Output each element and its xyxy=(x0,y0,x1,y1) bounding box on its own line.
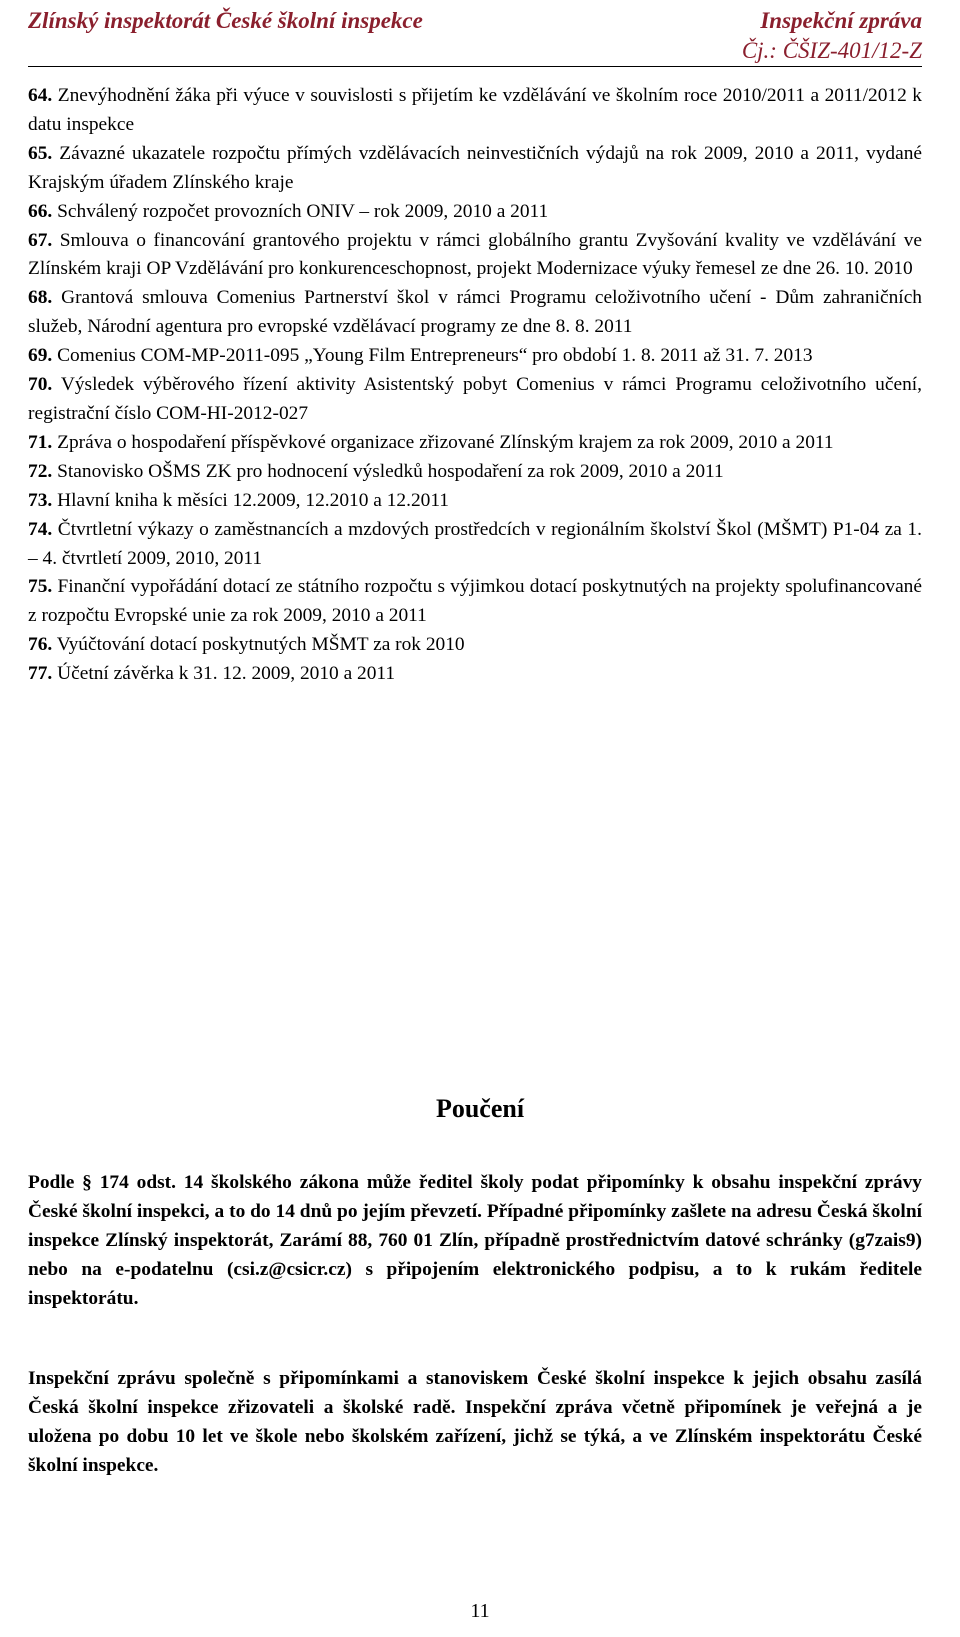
list-item-text: Účetní závěrka k 31. 12. 2009, 2010 a 2011 xyxy=(57,663,396,685)
document-list xyxy=(28,82,922,689)
list-item xyxy=(28,429,922,458)
header-report-title: Inspekční zpráva xyxy=(760,8,922,33)
list-item xyxy=(28,82,922,140)
list-item-text: Výsledek výběrového řízení aktivity Asistentský pobyt Comenius v rámci Programu celoživotního učení, registrační číslo COM-HI-2012-027 xyxy=(28,374,923,424)
list-item-number: 67. xyxy=(28,229,53,251)
list-item xyxy=(28,458,922,487)
header-reference-number: Čj.: ČŠIZ-401/12-Z xyxy=(741,38,922,63)
list-item-number: 68. xyxy=(28,287,53,309)
list-item-text: Vyúčtování dotací poskytnutých MŠMT za rok 2010 xyxy=(56,634,465,656)
list-item-text: Hlavní kniha k měsíci 12.2009, 12.2010 a 12.2011 xyxy=(57,489,450,511)
list-item-number: 77. xyxy=(28,663,53,685)
header-institution: Zlínský inspektorát České školní inspekce xyxy=(28,8,423,33)
list-item-text: Závazné ukazatele rozpočtu přímých vzdělávacích neinvestičních výdajů na rok 2009, 2010 a 2011, vydané Krajským úřadem Zlínského kraje xyxy=(28,142,922,193)
notice-paragraph-2: Inspekční zprávu společně s připomínkami a stanoviskem České školní inspekce k jejich obsahu zasílá Česká školní inspekce zřizovateli a školské radě. Inspekční zpráva včetně připomínek je veřejná a je uložena po dobu 10 let ve škole nebo školském zařízení, jichž se týká, a ve Zlínském inspektorátu České školní inspekce. xyxy=(28,1368,922,1477)
list-item xyxy=(28,371,922,429)
list-item-number: 75. xyxy=(28,576,53,598)
list-item-number: 64. xyxy=(28,85,53,106)
list-item-number: 74. xyxy=(28,518,53,540)
list-item xyxy=(28,140,922,198)
list-item-text: Smlouva o financování grantového projektu v rámci globálního grantu Zvyšování kvality ve vzdělávání ve Zlínském kraji OP Vzdělávání pro konkurenceschopnost, projekt Modernizace výuky řemesel ze dne 26. 10. 2010 xyxy=(28,229,922,280)
list-item xyxy=(28,284,922,342)
list-item-number: 71. xyxy=(28,431,53,453)
list-item-text: Finanční vypořádání dotací ze státního rozpočtu s výjimkou dotací poskytnutých na projekty spolufinancované z rozpočtu Evropské unie za rok 2009, 2010 a 2011 xyxy=(28,576,922,627)
list-item-number: 72. xyxy=(28,460,53,482)
list-item-number: 66. xyxy=(28,200,53,222)
list-item xyxy=(28,198,922,227)
list-item-number: 73. xyxy=(28,489,53,511)
notice-paragraph-1: Podle § 174 odst. 14 školského zákona může ředitel školy podat připomínky k obsahu inspekční zprávy České školní inspekci, a to do 14 dnů po jejím převzetí. Případné připomínky zašlete na adresu Česká školní inspekce Zlínský inspektorát, Zarámí 88, 760 01 Zlín, případně prostřednictvím datové schránky (g7zais9) nebo na e-podatelnu (csi.z@csicr.cz) s připojením elektronického podpisu, a to k rukám ředitele inspektorátu. xyxy=(28,1172,922,1310)
list-item-text: Schválený rozpočet provozních ONIV – rok 2009, 2010 a 2011 xyxy=(57,200,549,222)
list-item xyxy=(28,573,922,631)
notice-heading: Poučení xyxy=(435,1094,525,1123)
page-header xyxy=(28,4,922,67)
page-number: 11 xyxy=(470,1600,490,1622)
list-item-number: 76. xyxy=(28,634,53,656)
list-item-number: 70. xyxy=(28,374,53,396)
list-item xyxy=(28,516,922,574)
list-item-text: Stanovisko OŠMS ZK pro hodnocení výsledků hospodaření za rok 2009, 2010 a 2011 xyxy=(57,460,724,482)
list-item-text: Čtvrtletní výkazy o zaměstnancích a mzdových prostředcích v regionálním školství Škol (MŠMT) P1-04 za 1. – 4. čtvrtletí 2009, 2010, 2011 xyxy=(28,518,922,569)
list-item-text: Zpráva o hospodaření příspěvkové organizace zřizované Zlínským krajem za rok 2009, 2010 a 2011 xyxy=(57,431,834,453)
list-item xyxy=(28,227,922,285)
list-item-text: Grantová smlouva Comenius Partnerství škol v rámci Programu celoživotního učení - Dům zahraničních služeb, Národní agentura pro evropské vzdělávací programy ze dne 8. 8. 2011 xyxy=(28,287,922,338)
list-item-number: 69. xyxy=(28,345,53,367)
list-item xyxy=(28,487,922,516)
list-item-text: Znevýhodnění žáka při výuce v souvislosti s přijetím ke vzdělávání ve školním roce 2010/2011 a 2011/2012 k datu inspekce xyxy=(28,85,922,135)
header-document-info xyxy=(742,6,922,66)
list-item-text: Comenius COM-MP-2011-095 „Young Film Entrepreneurs“ pro období 1. 8. 2011 až 31. 7. 2013 xyxy=(57,345,813,367)
list-item xyxy=(28,631,922,660)
list-item-number: 65. xyxy=(28,142,53,164)
list-item xyxy=(28,660,922,689)
list-item xyxy=(28,342,922,371)
